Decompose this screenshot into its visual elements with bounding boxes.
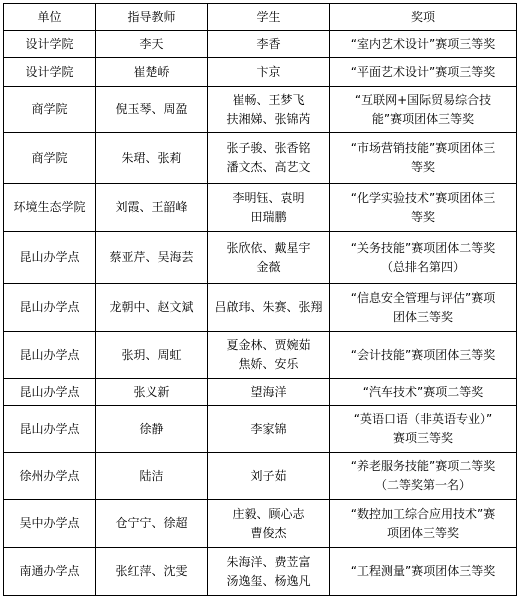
table-row	[4, 406, 517, 453]
unit-cell: 昆山办学点	[4, 379, 96, 406]
student-cell	[208, 548, 330, 596]
table-row	[4, 184, 517, 232]
unit-column-header: 单位	[4, 4, 96, 31]
header-row	[4, 4, 517, 31]
student-cell	[208, 284, 330, 332]
award-cell	[330, 284, 517, 332]
table-header	[4, 4, 517, 31]
student-cell	[208, 406, 330, 453]
student-cell	[208, 332, 330, 379]
student-cell	[208, 133, 330, 184]
student-cell	[208, 500, 330, 548]
teacher-line: 李天	[139, 36, 164, 51]
teacher-line: 刘霞、王韶峰	[115, 200, 188, 214]
unit-cell: 昆山办学点	[4, 284, 96, 332]
student-line: 潘文杰、高艺文	[226, 160, 311, 174]
award-cell	[330, 548, 517, 596]
unit-cell: 吴中办学点	[4, 500, 96, 548]
award-line: 赛项三等奖	[392, 431, 453, 445]
teacher-cell	[96, 379, 208, 406]
award-line: （二等奖第一名）	[374, 478, 471, 492]
award-line: “市场营销技能”赛项团体三	[350, 141, 496, 155]
award-cell	[330, 31, 517, 58]
teacher-cell	[96, 31, 208, 58]
award-cell	[330, 184, 517, 232]
award-line: “数控加工综合应用技术”赛	[350, 506, 496, 521]
teacher-cell	[96, 453, 208, 500]
student-line: 刘子茹	[250, 468, 287, 483]
teacher-line: 蔡亚芹、吴海芸	[109, 250, 194, 264]
student-line: 张子骏、张香铭	[226, 141, 311, 155]
award-cell	[330, 500, 517, 548]
unit-cell: 徐州办学点	[4, 453, 96, 500]
student-line: 吕啟玮、朱赛、张翔	[214, 300, 323, 314]
award-cell	[330, 232, 517, 284]
student-cell	[208, 232, 330, 284]
unit-cell: 商学院	[4, 87, 96, 133]
teacher-line: 龙朝中、赵文斌	[109, 300, 194, 314]
student-line: 夏金林、贾婉茹	[226, 338, 311, 352]
teacher-cell	[96, 87, 208, 133]
student-cell	[208, 87, 330, 133]
teacher-line: 徐静	[139, 421, 164, 436]
award-cell	[330, 133, 517, 184]
award-line: “工程测量”赛项团体三等奖	[350, 564, 496, 578]
student-line: 汤逸玺、杨逸凡	[226, 573, 311, 588]
table-row	[4, 31, 517, 58]
award-cell	[330, 58, 517, 87]
teacher-cell	[96, 406, 208, 453]
table-row	[4, 58, 517, 87]
award-line: “会计技能”赛项团体三等奖	[350, 347, 496, 362]
student-line: 李香	[256, 36, 281, 51]
table-body	[4, 31, 517, 596]
table-row	[4, 548, 517, 596]
teacher-line: 崔楚峤	[133, 64, 170, 79]
teacher-cell	[96, 500, 208, 548]
teacher-cell	[96, 184, 208, 232]
student-line: 庄毅、顾心志	[232, 506, 305, 521]
teacher-line: 朱珺、张莉	[121, 150, 182, 165]
award-cell	[330, 453, 517, 500]
teacher-cell	[96, 284, 208, 332]
teacher-line: 张红萍、沈雯	[115, 564, 188, 578]
award-line: 团体三等奖	[392, 309, 453, 324]
table-row	[4, 379, 517, 406]
student-line: 卞京	[256, 64, 281, 79]
student-line: 朱海洋、费苙富	[226, 554, 311, 569]
student-line: 金薇	[256, 259, 281, 274]
unit-cell: 设计学院	[4, 58, 96, 87]
award-line: “关务技能”赛项团体二等奖	[350, 240, 496, 255]
student-line: 李明钰、袁明	[232, 190, 305, 205]
award-line: “英语口语（非英语专业）”	[353, 412, 493, 426]
student-line: 崔畅、王梦飞	[232, 92, 305, 107]
award-line: “室内艺术设计”赛项三等奖	[350, 36, 496, 51]
student-line: 李家锦	[250, 421, 287, 436]
award-line: 项团体三等奖	[386, 525, 459, 540]
student-cell	[208, 453, 330, 500]
teacher-line: 张玥、周虹	[121, 347, 182, 362]
student-line: 田瑞鹏	[250, 209, 287, 224]
award-cell	[330, 87, 517, 133]
table-row	[4, 284, 517, 332]
unit-cell: 环境生态学院	[4, 184, 96, 232]
award-cell	[330, 406, 517, 453]
table-row	[4, 87, 517, 133]
award-column-header: 奖项	[330, 4, 517, 31]
teacher-line: 张义新	[133, 384, 170, 399]
awards-table	[3, 3, 517, 596]
award-line: 能”赛项团体三等奖	[371, 111, 475, 126]
award-cell	[330, 379, 517, 406]
award-line: “平面艺术设计”赛项三等奖	[350, 64, 496, 79]
award-line: 等奖	[410, 160, 435, 174]
award-line: “汽车技术”赛项二等奖	[362, 384, 484, 399]
teacher-line: 仓宁宁、徐超	[115, 516, 188, 530]
table-row	[4, 332, 517, 379]
award-line: “互联网+国际贸易综合技	[354, 92, 492, 107]
student-cell	[208, 184, 330, 232]
teacher-line: 倪玉琴、周盈	[115, 102, 188, 116]
student-line: 曹俊杰	[250, 525, 287, 540]
award-line: “信息安全管理与评估”赛项	[350, 290, 496, 305]
student-line: 张欣依、戴星宇	[226, 240, 311, 255]
unit-cell: 昆山办学点	[4, 406, 96, 453]
teacher-column-header: 指导教师	[96, 4, 208, 31]
unit-cell: 南通办学点	[4, 548, 96, 596]
teacher-cell	[96, 58, 208, 87]
unit-cell: 商学院	[4, 133, 96, 184]
teacher-cell	[96, 232, 208, 284]
teacher-cell	[96, 332, 208, 379]
award-line: 等奖	[410, 209, 435, 224]
teacher-cell	[96, 133, 208, 184]
student-line: 望海洋	[250, 384, 287, 399]
student-cell	[208, 58, 330, 87]
student-line: 扶湘娣、张锦芮	[226, 111, 311, 126]
table-row	[4, 500, 517, 548]
unit-cell: 昆山办学点	[4, 232, 96, 284]
table-row	[4, 133, 517, 184]
award-cell	[330, 332, 517, 379]
student-line: 焦娇、安乐	[238, 357, 299, 371]
teacher-cell	[96, 548, 208, 596]
unit-cell: 设计学院	[4, 31, 96, 58]
award-line: （总排名第四）	[380, 259, 465, 274]
table-row	[4, 232, 517, 284]
student-cell	[208, 379, 330, 406]
award-line: “化学实验技术”赛项团体三	[350, 190, 496, 205]
teacher-line: 陆洁	[139, 468, 164, 483]
student-cell	[208, 31, 330, 58]
unit-cell: 昆山办学点	[4, 332, 96, 379]
award-line: “养老服务技能”赛项二等奖	[350, 459, 496, 473]
student-column-header: 学生	[208, 4, 330, 31]
table-row	[4, 453, 517, 500]
